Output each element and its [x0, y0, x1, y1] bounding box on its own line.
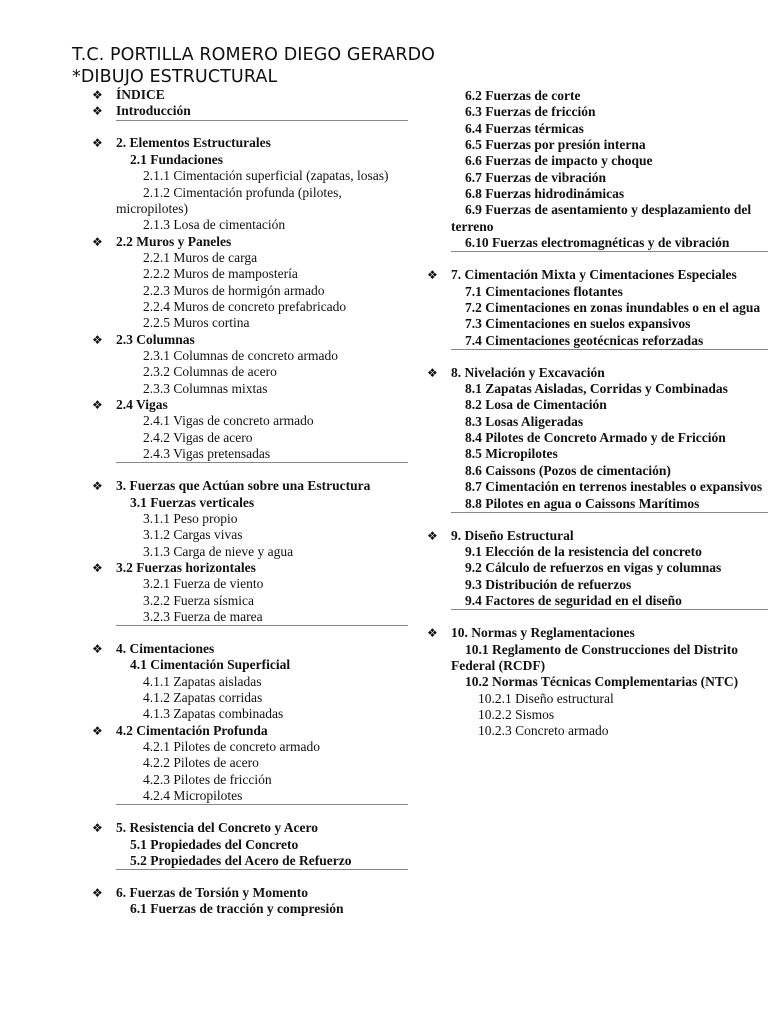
toc-item: 4.1.1 Zapatas aisladas	[143, 673, 262, 689]
diamond-bullet-icon: ❖	[92, 821, 103, 836]
diamond-bullet-icon: ❖	[92, 479, 103, 494]
author-line: T.C. PORTILLA ROMERO DIEGO GERARDO	[72, 45, 436, 65]
diamond-bullet-icon: ❖	[427, 528, 438, 543]
toc-heading: 10. Normas y Reglamentaciones	[451, 625, 635, 641]
toc-subheading: 6.2 Fuerzas de corte	[465, 88, 581, 103]
toc-section-6-continued	[427, 88, 768, 252]
diamond-bullet-icon: ❖	[92, 397, 103, 412]
toc-subheading: 7.1 Cimentaciones flotantes	[465, 283, 623, 299]
toc-subheading: 9.3 Distribución de refuerzos	[465, 576, 632, 592]
toc-item: 4.2.2 Pilotes de acero	[143, 755, 259, 771]
toc-subheading: 5.2 Propiedades del Acero de Refuerzo	[130, 852, 352, 868]
toc-subheading: 2.4 Vigas	[116, 396, 168, 412]
diamond-bullet-icon: ❖	[92, 723, 103, 738]
toc-item: 4.2.1 Pilotes de concreto armado	[143, 739, 320, 755]
toc-section-indice	[92, 87, 408, 121]
toc-item: 3.1.1 Peso propio	[143, 510, 238, 526]
toc-item: 3.2.3 Fuerza de marea	[143, 608, 263, 624]
toc-section-6	[92, 885, 408, 918]
toc-heading: 2. Elementos Estructurales	[116, 135, 271, 151]
toc-item: 2.2.3 Muros de hormigón armado	[143, 282, 325, 298]
toc-subheading: 6.9 Fuerzas de asentamiento y desplazamiento del terreno	[451, 202, 752, 234]
toc-heading: ÍNDICE	[116, 87, 165, 102]
toc-item: 4.1.2 Zapatas corridas	[143, 690, 263, 706]
diamond-bullet-icon: ❖	[92, 886, 103, 901]
toc-subheading: 6.7 Fuerzas de vibración	[465, 169, 606, 185]
section-divider	[116, 120, 408, 121]
toc-item: 2.2.1 Muros de carga	[143, 249, 258, 265]
toc-section-3	[92, 478, 408, 626]
toc-subheading: 6.4 Fuerzas térmicas	[465, 120, 584, 136]
toc-subheading: 2.2 Muros y Paneles	[116, 233, 232, 249]
toc-section-7	[427, 267, 768, 350]
toc-item: 2.1.1 Cimentación superficial (zapatas, losas)	[143, 168, 389, 184]
section-divider	[116, 804, 408, 805]
toc-item: 2.4.1 Vigas de concreto armado	[143, 413, 314, 429]
toc-section-2	[92, 135, 408, 463]
toc-heading: 7. Cimentación Mixta y Cimentaciones Especiales	[451, 267, 737, 283]
section-divider	[116, 625, 408, 626]
diamond-bullet-icon: ❖	[92, 88, 103, 102]
toc-subheading: 9.1 Elección de la resistencia del concreto	[465, 543, 702, 559]
toc-heading: 3. Fuerzas que Actúan sobre una Estructura	[116, 478, 371, 494]
toc-subheading: 6.10 Fuerzas electromagnéticas y de vibración	[465, 235, 730, 251]
toc-item: 2.2.2 Muros de mampostería	[143, 266, 298, 282]
toc-item: 10.2.3 Concreto armado	[478, 723, 609, 739]
toc-item: 2.1.3 Losa de cimentación	[143, 217, 286, 233]
section-divider	[451, 609, 768, 610]
toc-subheading: 7.3 Cimentaciones en suelos expansivos	[465, 316, 691, 332]
toc-item: 4.2.4 Micropilotes	[143, 788, 243, 804]
diamond-bullet-icon: ❖	[92, 332, 103, 347]
toc-subheading: 8.8 Pilotes en agua o Caissons Marítimos	[465, 495, 700, 511]
toc-item: 2.4.2 Vigas de acero	[143, 429, 253, 445]
toc-subheading: 10.2 Normas Técnicas Complementarias (NTC)	[465, 674, 739, 690]
toc-right-column	[427, 88, 768, 740]
toc-heading: 9. Diseño Estructural	[451, 527, 574, 543]
toc-subheading: 6.1 Fuerzas de tracción y compresión	[130, 901, 344, 917]
toc-item: 2.3.3 Columnas mixtas	[143, 380, 268, 396]
toc-subheading: 6.6 Fuerzas de impacto y choque	[465, 153, 653, 169]
toc-item: 3.2.1 Fuerza de viento	[143, 576, 264, 592]
diamond-bullet-icon: ❖	[427, 626, 438, 641]
section-divider	[451, 349, 768, 350]
toc-subheading: 2.1 Fundaciones	[130, 151, 224, 167]
section-divider	[116, 462, 408, 463]
toc-subheading: 3.2 Fuerzas horizontales	[116, 559, 256, 575]
toc-subheading: 5.1 Propiedades del Concreto	[130, 836, 299, 852]
subject-line: *DIBUJO ESTRUCTURAL	[72, 67, 278, 87]
diamond-bullet-icon: ❖	[427, 365, 438, 380]
toc-subheading: 8.1 Zapatas Aisladas, Corridas y Combinadas	[465, 381, 728, 397]
toc-section-4	[92, 641, 408, 805]
toc-item: 2.3.1 Columnas de concreto armado	[143, 347, 338, 363]
toc-section-9	[427, 528, 768, 611]
diamond-bullet-icon: ❖	[427, 268, 438, 283]
toc-left-column	[92, 87, 408, 918]
toc-item: 10.2.1 Diseño estructural	[478, 690, 614, 706]
toc-heading: 8. Nivelación y Excavación	[451, 364, 605, 380]
diamond-bullet-icon: ❖	[92, 104, 103, 119]
section-divider	[116, 869, 408, 870]
toc-item: 3.2.2 Fuerza sísmica	[143, 592, 254, 608]
toc-section-5	[92, 820, 408, 870]
toc-item: 10.2.2 Sismos	[478, 706, 555, 722]
toc-subheading: 9.2 Cálculo de refuerzos en vigas y columnas	[465, 560, 722, 576]
toc-subheading: 6.5 Fuerzas por presión interna	[465, 137, 646, 153]
diamond-bullet-icon: ❖	[92, 136, 103, 151]
toc-subheading: 2.3 Columnas	[116, 331, 195, 347]
toc-item: 2.3.2 Columnas de acero	[143, 364, 277, 380]
diamond-bullet-icon: ❖	[92, 234, 103, 249]
toc-item: 3.1.3 Carga de nieve y agua	[143, 543, 294, 559]
toc-subheading: 8.2 Losa de Cimentación	[465, 397, 607, 413]
section-divider	[451, 251, 768, 252]
toc-subheading: 8.4 Pilotes de Concreto Armado y de Fricción	[465, 430, 726, 446]
toc-subheading: 9.4 Factores de seguridad en el diseño	[465, 593, 682, 609]
toc-section-8	[427, 365, 768, 513]
toc-item: 2.2.5 Muros cortina	[143, 315, 250, 331]
toc-subheading: 8.7 Cimentación en terrenos inestables o expansivos	[465, 479, 763, 495]
toc-subheading: 7.2 Cimentaciones en zonas inundables o en el agua	[465, 299, 761, 315]
document-header	[72, 44, 435, 88]
toc-item: 4.1.3 Zapatas combinadas	[143, 706, 284, 722]
toc-item: 3.1.2 Cargas vivas	[143, 527, 243, 543]
toc-item: 2.1.2 Cimentación profunda (pilotes, micropilotes)	[116, 184, 342, 216]
toc-heading: 6. Fuerzas de Torsión y Momento	[116, 885, 308, 901]
toc-item: 4.2.3 Pilotes de fricción	[143, 771, 272, 787]
toc-subheading: 8.3 Losas Aligeradas	[465, 413, 584, 429]
toc-subheading: 8.6 Caissons (Pozos de cimentación)	[465, 462, 671, 478]
toc-subheading: 3.1 Fuerzas verticales	[130, 494, 255, 510]
diamond-bullet-icon: ❖	[92, 642, 103, 657]
toc-subheading: 6.3 Fuerzas de fricción	[465, 104, 596, 120]
toc-item: 2.4.3 Vigas pretensadas	[143, 446, 271, 462]
toc-subheading: 6.8 Fuerzas hidrodinámicas	[465, 186, 625, 202]
toc-subheading: 4.1 Cimentación Superficial	[130, 657, 291, 673]
toc-subheading: 8.5 Micropilotes	[465, 446, 558, 462]
section-divider	[451, 512, 768, 513]
toc-subheading: 4.2 Cimentación Profunda	[116, 722, 268, 738]
toc-subheading: 10.1 Reglamento de Construcciones del Distrito Federal (RCDF)	[451, 641, 738, 673]
toc-heading: 4. Cimentaciones	[116, 641, 215, 657]
toc-section-10	[427, 625, 768, 739]
diamond-bullet-icon: ❖	[92, 560, 103, 575]
toc-item: 2.2.4 Muros de concreto prefabricado	[143, 298, 347, 314]
toc-heading: Introducción	[116, 103, 191, 119]
toc-heading: 5. Resistencia del Concreto y Acero	[116, 820, 318, 836]
toc-subheading: 7.4 Cimentaciones geotécnicas reforzadas	[465, 332, 704, 348]
